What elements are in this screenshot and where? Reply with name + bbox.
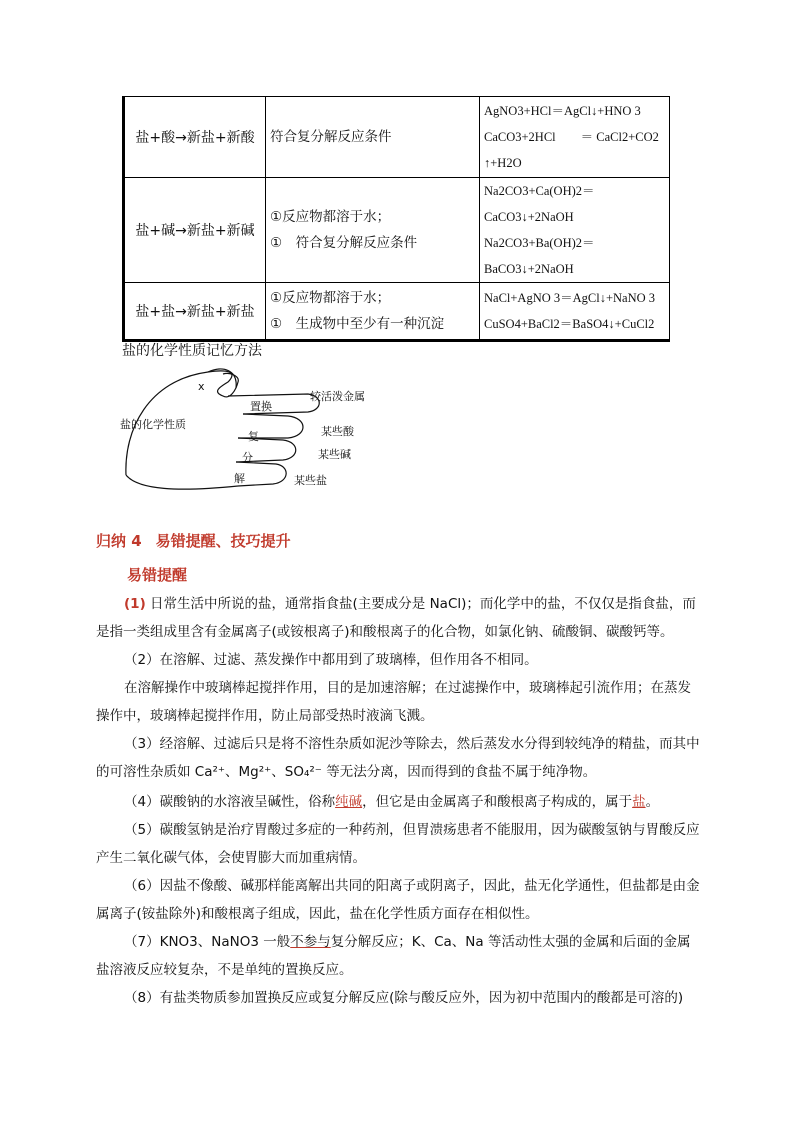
paragraph: （8）有盐类物质参加置换反应或复分解反应(除与酸反应外，因为初中范围内的酸都是可溶的)	[124, 990, 684, 1006]
reaction-condition: 符合复分解反应条件	[266, 97, 480, 178]
finger-target: 某些碱	[318, 448, 351, 461]
table-row	[124, 97, 670, 178]
reaction-example: NaCl+AgNO 3＝AgCl↓+NaNO 3 CuSO4+BaCl2＝BaSO4↓+CuCl2	[480, 283, 670, 341]
paragraph: （7）KNO3、NaNO3 一般不参与复分解反应；K、Ca、Na 等活动性太强的金属和后面的金属盐溶液反应较复杂，不是单纯的置换反应。	[96, 934, 691, 978]
paragraph: (1) 日常生活中所说的盐，通常指食盐(主要成分是 NaCl)；而化学中的盐，不仅仅是指食盐，而是指一类组成里含有金属离子(或铵根离子)和酸根离子的化合物，如氯化钠、硫酸铜、碳酸钙等。	[96, 596, 696, 640]
reaction-example: Na2CO3+Ca(OH)2＝ CaCO3↓+2NaOH Na2CO3+Ba(OH)2＝ BaCO3↓+2NaOH	[480, 178, 670, 283]
reaction-table	[122, 96, 670, 342]
paragraph: （6）因盐不像酸、碱那样能离解出共同的阳离子或阴离子，因此，盐无化学通性，但盐都是由金属离子(铵盐除外)和酸根离子组成，因此，盐在化学性质方面存在相似性。	[96, 878, 700, 922]
finger-label: 复	[248, 430, 259, 443]
reaction-type: 盐+盐→新盐+新盐	[124, 283, 266, 341]
section-number: 归纳 4	[96, 532, 142, 550]
paragraph: （2）在溶解、过滤、蒸发操作中都用到了玻璃棒，但作用各不相同。	[124, 652, 538, 668]
subsection-heading: 易错提醒	[127, 566, 188, 584]
paragraph: （5）碳酸氢钠是治疗胃酸过多症的一种药剂，但胃溃疡患者不能服用，因为碳酸氢钠与胃酸反应产生二氧化碳气体，会使胃膨大而加重病情。	[96, 822, 700, 866]
paragraph: （4）碳酸钠的水溶液呈碱性，俗称纯碱，但它是由金属离子和酸根离子构成的，属于盐。	[124, 794, 660, 810]
finger-target: 某些盐	[294, 474, 327, 487]
diagram-caption: 盐的化学性质记忆方法	[122, 343, 262, 359]
reaction-type: 盐+碱→新盐+新碱	[124, 178, 266, 283]
reaction-condition: ①反应物都溶于水； ① 生成物中至少有一种沉淀	[266, 283, 480, 341]
left-label: 盐的化学性质	[120, 418, 186, 431]
reaction-condition: ①反应物都溶于水； ① 符合复分解反应条件	[266, 178, 480, 283]
paragraph: 在溶解操作中玻璃棒起搅拌作用，目的是加速溶解；在过滤操作中，玻璃棒起引流作用；在蒸发操作中，玻璃棒起搅拌作用，防止局部受热时液滴飞溅。	[96, 680, 691, 724]
reaction-example: AgNO3+HCl＝AgCl↓+HNO 3 CaCO3+2HCl ＝ CaCl2+CO2 ↑+H2O	[480, 97, 670, 178]
reaction-type: 盐+酸→新盐+新酸	[124, 97, 266, 178]
finger-target: 较活泼金属	[310, 390, 365, 403]
section-title: 易错提醒、技巧提升	[155, 532, 291, 550]
table-row	[124, 178, 670, 283]
hand-mnemonic-diagram	[118, 360, 398, 500]
finger-label: 解	[234, 472, 245, 485]
table-row	[124, 283, 670, 341]
finger-label: 置换	[250, 400, 272, 413]
finger-label: 分	[242, 451, 253, 464]
x-mark: x	[198, 380, 205, 393]
section-heading	[96, 530, 291, 551]
paragraph: （3）经溶解、过滤后只是将不溶性杂质如泥沙等除去，然后蒸发水分得到较纯净的精盐，而其中的可溶性杂质如 Ca²⁺、Mg²⁺、SO₄²⁻ 等无法分离，因而得到的食盐不属于纯净物。	[96, 736, 700, 780]
finger-target: 某些酸	[321, 425, 354, 438]
